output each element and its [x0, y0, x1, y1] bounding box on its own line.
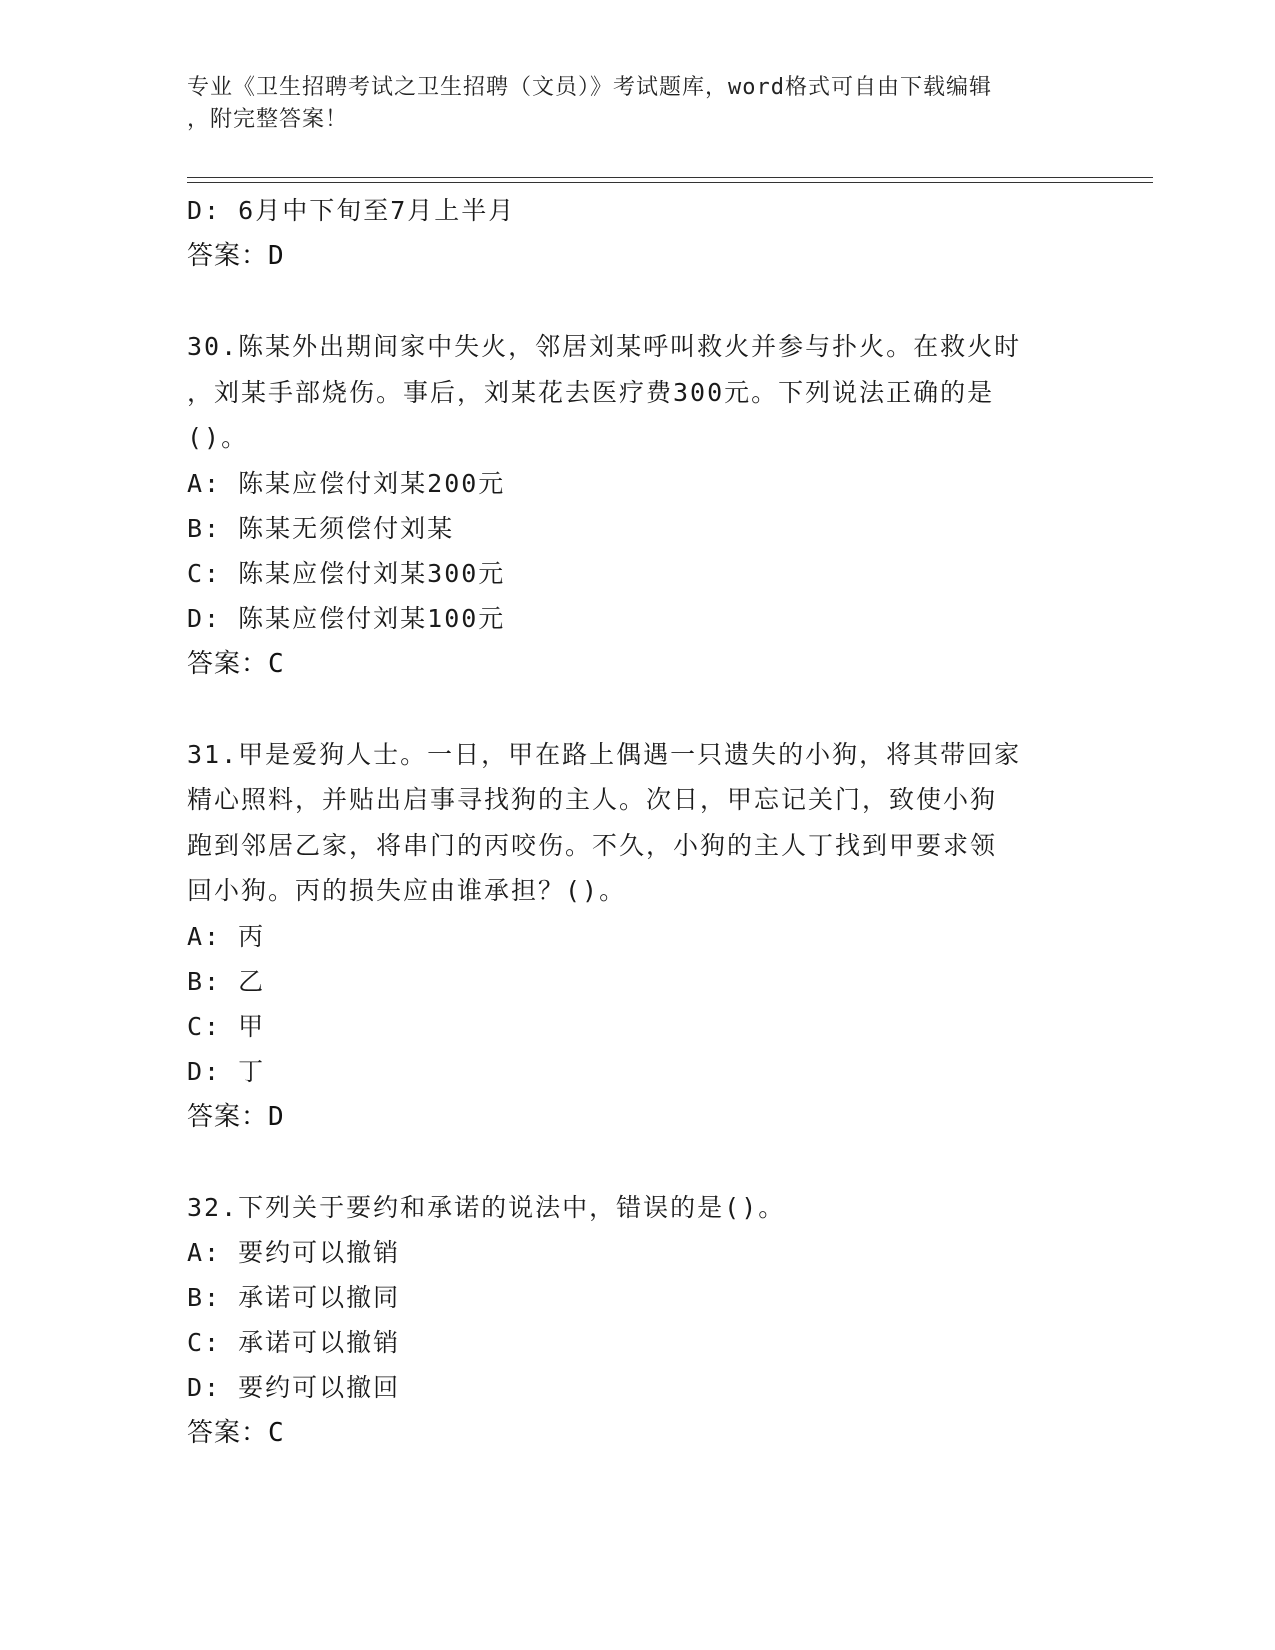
stem-line: ，刘某手部烧伤。事后，刘某花去医疗费300元。下列说法正确的是 [187, 377, 995, 407]
option-d: D: 陈某应偿付刘某100元 [187, 603, 506, 633]
stem-line: 32.下列关于要约和承诺的说法中，错误的是()。 [187, 1192, 786, 1222]
option-b: B: 陈某无须偿付刘某 [187, 513, 455, 543]
option-c: C: 甲 [187, 1011, 266, 1041]
header-rule-top [187, 177, 1153, 178]
stem-line: 30.陈某外出期间家中失火，邻居刘某呼叫救火并参与扑火。在救火时 [187, 332, 1022, 361]
answer: 答案：C [187, 1418, 285, 1448]
stem-line: 回小狗。丙的损失应由谁承担？()。 [187, 876, 627, 905]
header-line-1: 专业《卫生招聘考试之卫生招聘（文员）》考试题库，word格式可自由下载编辑 [187, 75, 992, 100]
question-stem [187, 324, 1067, 461]
stem-line: 精心照料，并贴出启事寻找狗的主人。次日，甲忘记关门，致使小狗 [187, 785, 998, 814]
option-c: C: 承诺可以撤销 [187, 1328, 401, 1357]
option-b: B: 乙 [187, 966, 266, 996]
option-c: C: 陈某应偿付刘某300元 [187, 558, 506, 588]
header-line-2: ，附完整答案！ [187, 107, 349, 132]
answer: 答案：D [187, 1101, 285, 1132]
question-30 [187, 324, 1087, 687]
document-body [187, 188, 1087, 1456]
option-d: D: 要约可以撤回 [187, 1373, 401, 1402]
answer: 答案：C [187, 648, 285, 679]
question-31 [187, 732, 1087, 1140]
option-b: B: 承诺可以撤同 [187, 1283, 401, 1312]
stem-line: ()。 [187, 423, 249, 452]
question-stem [187, 1185, 1067, 1231]
question-stem [187, 732, 1067, 914]
option-a: A: 要约可以撤销 [187, 1238, 401, 1267]
header-rule-bottom [187, 182, 1153, 183]
option-a: A: 丙 [187, 921, 266, 951]
question-32 [187, 1185, 1087, 1457]
option-a: A: 陈某应偿付刘某200元 [187, 468, 506, 498]
carryover-option-d: D: 6月中下旬至7月上半月 [187, 196, 516, 225]
stem-line: 31.甲是爱狗人士。一日，甲在路上偶遇一只遗失的小狗，将其带回家 [187, 739, 1022, 769]
stem-line: 跑到邻居乙家，将串门的丙咬伤。不久，小狗的主人丁找到甲要求领 [187, 830, 998, 860]
option-d: D: 丁 [187, 1056, 266, 1086]
carryover-answer: 答案：D [187, 241, 285, 271]
document-header [187, 72, 1067, 136]
